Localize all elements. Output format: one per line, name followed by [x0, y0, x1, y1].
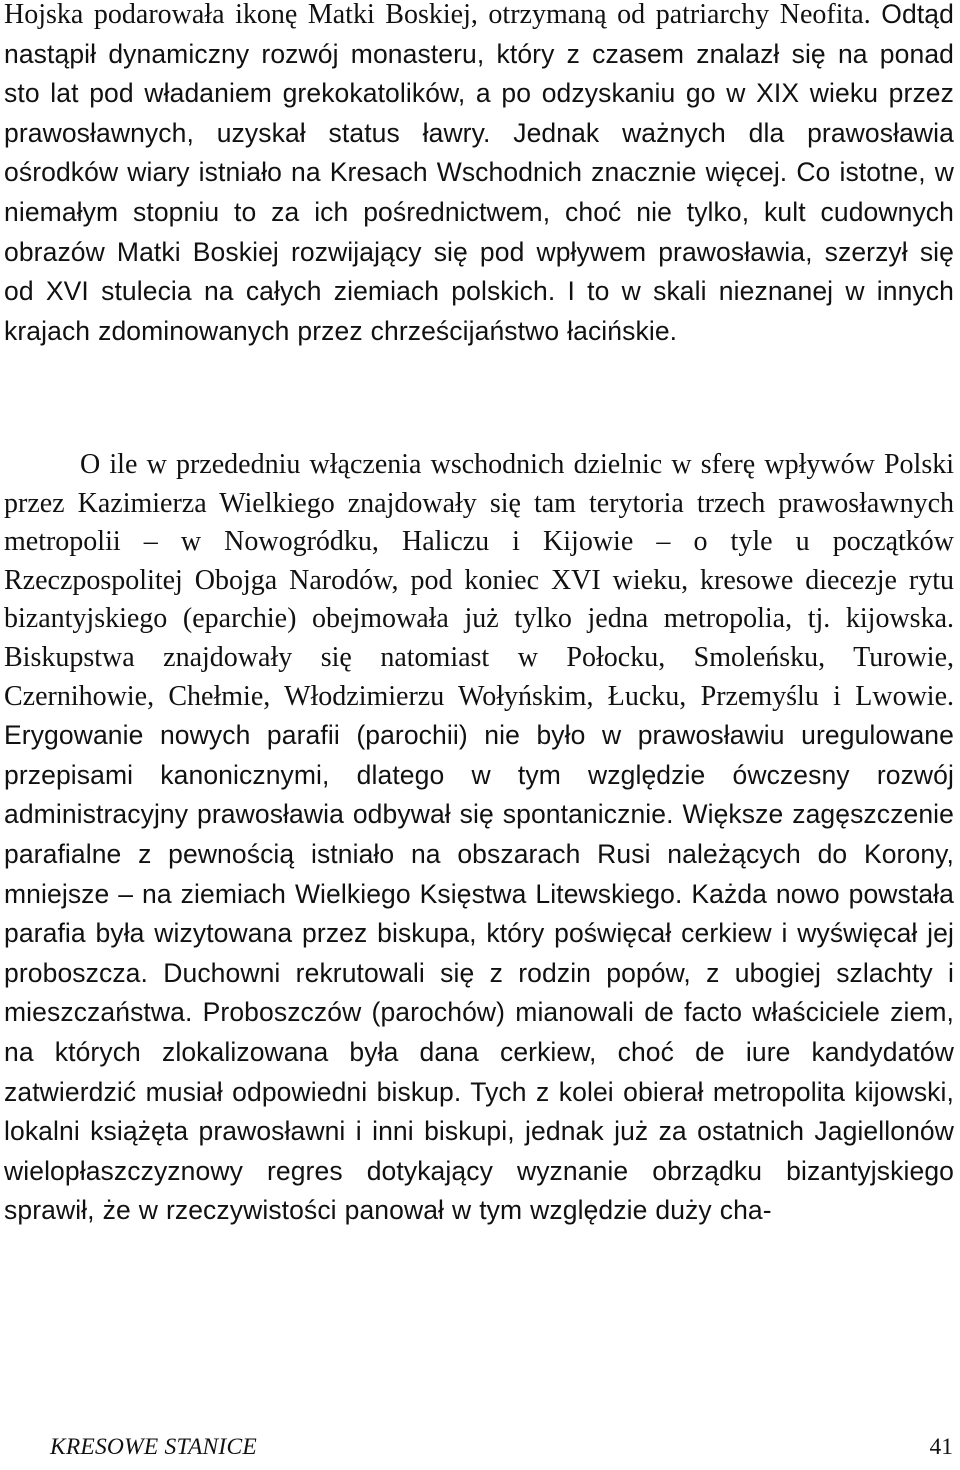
page-number: 41 — [929, 1434, 953, 1460]
paragraph-2-segment-2: Erygowanie nowych parafii (parochii) nie było w prawosławiu uregulowane przepisami kanonicznymi, dlatego w tym względzie ówczesny rozwój administracyjny prawosławia odbywał się spontanicznie. Większe zagęszczenie parafialne z pewnością istniało na obszarach Rusi należących do Korony, mniejsze – na ziemiach Wielkiego Księstwa Litewskiego. Każda nowo powstała parafia była wizytowana przez biskupa, który poświęcał cerkiew i wyświęcał jej proboszcza. Duchowni rekrutowali się z rodzin popów, z ubogiej szlachty i mieszczaństwa. Proboszczów (parochów) mianowali de facto właściciele ziem, na których zlokalizowana była dana cerkiew, choć de iure kandydatów zatwierdzić musiał odpowiedni biskup. Tych z kolei obierał metropolita kijowski, lokalni książęta prawosławni i inni biskupi, jednak już za ostatnich Jagiellonów wielopłaszczyznowy regres dotykający wyznanie obrządku bizantyjskiego sprawił, że w rzeczywistości panował w tym względzie duży cha- — [4, 720, 954, 1226]
paragraph-1-segment-1: Hojska podarowała ikonę Matki Boskiej, otrzymaną od patriarchy Neofita. — [4, 0, 882, 30]
paragraph-1-segment-2: Odtąd nastąpił dynamiczny rozwój monasteru, który z czasem znalazł się na ponad sto lat pod władaniem grekokatolików, a po odzyskaniu go w XIX wieku przez prawosławnych, uzyskał status ławry. Jednak ważnych dla prawosławia ośrodków wiary istniało na Kresach Wschodnich znacznie więcej. Co istotne, w niemałym stopniu to za ich pośrednictwem, choć nie tylko, kult cudownych obrazów Matki Boskiej rozwijający się pod wpływem prawosławia, szerzył się od XVI stulecia na całych ziemiach polskich. I to w skali nieznanej w innych krajach zdominowanych przez chrześcijaństwo łacińskie. — [4, 0, 954, 346]
page-footer — [50, 1434, 953, 1466]
paragraph-2 — [4, 446, 954, 1231]
running-title: KRESOWE STANICE — [50, 1434, 257, 1460]
paragraph-1 — [4, 0, 954, 351]
paragraph-2-segment-1: O ile w przededniu włączenia wschodnich dzielnic w sferę wpływów Polski przez Kazimierza Wielkiego znajdowały się tam terytoria trzech prawosławnych metropolii – w Nowogródku, Haliczu i Kijowie – o tyle u początków Rzeczpospolitej Obojga Narodów, pod koniec XVI wieku, kresowe diecezje rytu bizantyjskiego (eparchie) obejmowała już tylko jedna metropolia, tj. kijowska. Biskupstwa znajdowały się natomiast w Połocku, Smoleńsku, Turowie, Czernihowie, Chełmie, Włodzimierzu Wołyńskim, Łucku, Przemyślu i Lwowie. — [4, 449, 954, 712]
